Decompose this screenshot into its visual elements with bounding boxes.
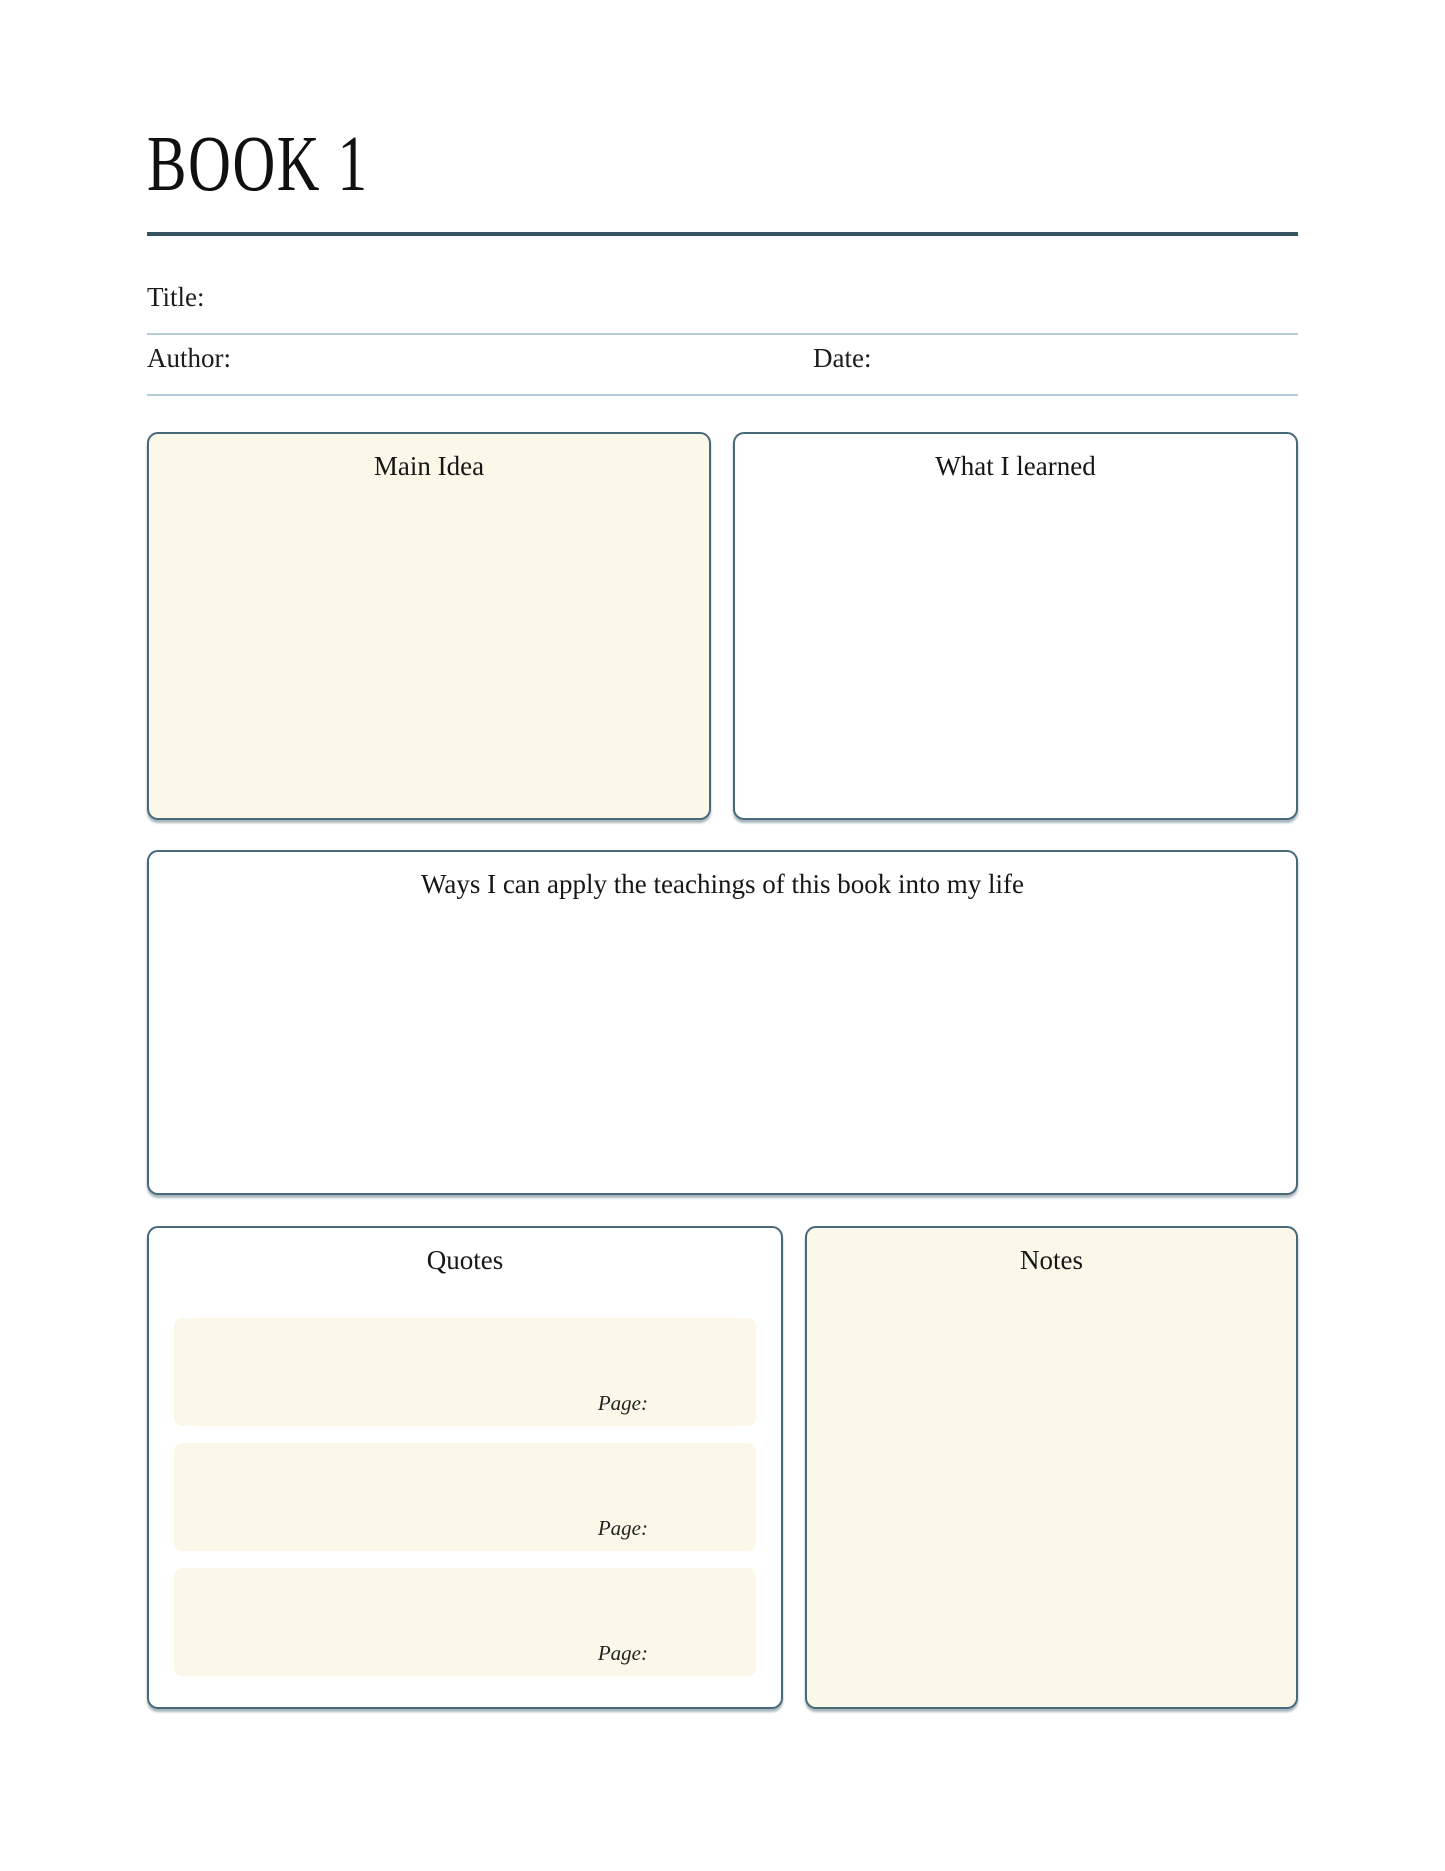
date-field-label: Date: <box>813 343 872 373</box>
quotes-box <box>147 1226 783 1709</box>
application-box[interactable] <box>147 850 1298 1195</box>
notes-heading: Notes <box>1020 1245 1083 1275</box>
main-idea-heading: Main Idea <box>373 451 485 481</box>
quote-slot[interactable] <box>174 1318 756 1426</box>
what-i-learned-heading: What I learned <box>935 451 1096 481</box>
row-main-idea-learned <box>147 432 1298 820</box>
application-heading: Ways I can apply the teachings of this book into my life <box>421 869 1024 899</box>
row-quotes-notes <box>147 1226 1298 1709</box>
quote-page-label: Page: <box>597 1641 648 1666</box>
quotes-heading: Quotes <box>426 1245 504 1275</box>
quote-slot[interactable] <box>174 1568 756 1676</box>
header-rule <box>147 232 1298 236</box>
quote-page-label: Page: <box>597 1516 648 1541</box>
title-field-label: Title: <box>147 282 205 312</box>
quote-slot[interactable] <box>174 1443 756 1551</box>
author-field-label: Author: <box>147 343 231 373</box>
notes-box[interactable] <box>805 1226 1298 1709</box>
what-i-learned-box[interactable] <box>733 432 1298 820</box>
author-date-field[interactable] <box>147 335 1298 396</box>
quote-page-label: Page: <box>597 1391 648 1416</box>
main-idea-box[interactable] <box>147 432 711 820</box>
page-title: BOOK 1 <box>147 119 369 209</box>
quote-slot-list <box>174 1318 756 1676</box>
title-field[interactable] <box>147 274 1298 335</box>
